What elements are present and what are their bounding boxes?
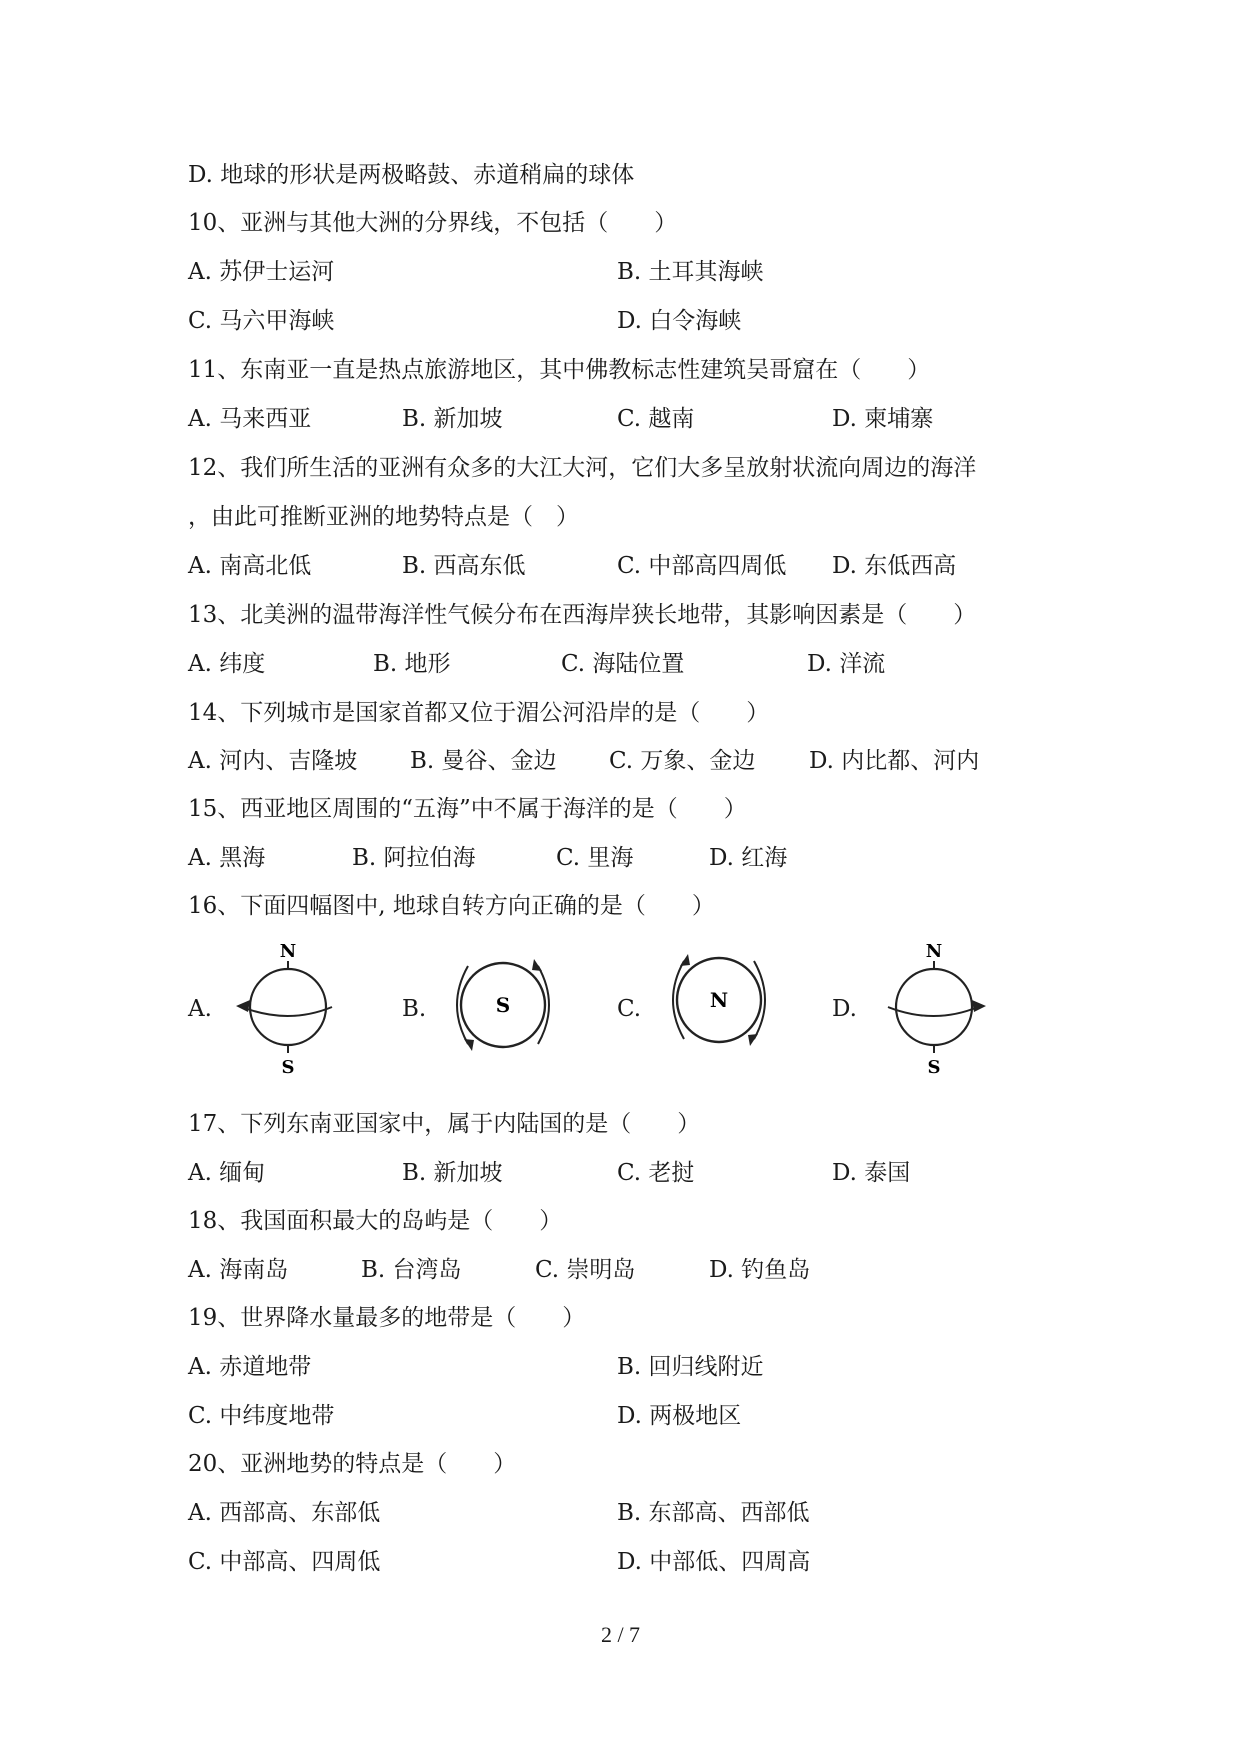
question-line: 17、下列东南亚国家中，属于内陆国的是（ ） [188, 1111, 701, 1137]
question-line: 15、西亚地区周围的“五海”中不属于海洋的是（ ） [188, 796, 747, 822]
answer-option: A. 南高北低 [188, 553, 312, 579]
figure-a-label: A. [188, 996, 212, 1022]
answer-option: C. 老挝 [617, 1160, 695, 1186]
question-line: 20、亚洲地势的特点是（ ） [188, 1451, 517, 1477]
figure-a-south: S [281, 1057, 295, 1077]
answer-option: D. 泰国 [832, 1160, 911, 1186]
answer-option: D. 白令海峡 [617, 308, 742, 334]
figure-a-north: N [279, 941, 297, 962]
answer-option: A. 马来西亚 [188, 406, 312, 432]
answer-option: A. 缅甸 [188, 1160, 266, 1186]
answer-option: B. 西高东低 [402, 553, 526, 579]
answer-option: D. 红海 [709, 845, 788, 871]
answer-option: C. 马六甲海峡 [188, 308, 335, 334]
question-line: 11、东南亚一直是热点旅游地区，其中佛教标志性建筑吴哥窟在（ ） [188, 357, 931, 383]
figure-c-center: N [709, 988, 729, 1012]
answer-option: B. 东部高、西部低 [617, 1500, 810, 1526]
answer-option: D. 东低西高 [832, 553, 957, 579]
figure-c-globe [654, 935, 784, 1065]
answer-option: B. 土耳其海峡 [617, 259, 764, 285]
question-line: 18、我国面积最大的岛屿是（ ） [188, 1208, 563, 1234]
answer-option: D. 内比都、河内 [809, 748, 980, 774]
answer-option: D. 柬埔寨 [832, 406, 934, 432]
question-line: 12、我们所生活的亚洲有众多的大江大河，它们大多呈放射状流向周边的海洋 [188, 455, 977, 481]
answer-option: B. 新加坡 [402, 406, 503, 432]
figure-b-globe [438, 940, 568, 1070]
answer-option: A. 赤道地带 [188, 1354, 312, 1380]
answer-option: C. 万象、金边 [609, 748, 756, 774]
answer-option: D. 中部低、四周高 [617, 1549, 811, 1575]
figure-d-globe [874, 937, 994, 1077]
answer-option: B. 回归线附近 [617, 1354, 764, 1380]
answer-option: A. 黑海 [188, 845, 266, 871]
answer-option: B. 阿拉伯海 [352, 845, 476, 871]
answer-option: C. 海陆位置 [561, 651, 685, 677]
answer-option: D. 两极地区 [617, 1403, 742, 1429]
question-line: 14、下列城市是国家首都又位于湄公河沿岸的是（ ） [188, 700, 770, 726]
answer-option: A. 河内、吉隆坡 [188, 748, 358, 774]
answer-option: D. 钓鱼岛 [709, 1257, 811, 1283]
question-line: 16、下面四幅图中, 地球自转方向正确的是（ ） [188, 893, 715, 919]
answer-option: A. 西部高、东部低 [188, 1500, 381, 1526]
figure-a-globe [228, 937, 348, 1077]
figure-d-north: N [925, 941, 943, 962]
answer-option: C. 越南 [617, 406, 695, 432]
answer-option: D. 洋流 [807, 651, 886, 677]
question-line: 13、北美洲的温带海洋性气候分布在西海岸狭长地带，其影响因素是（ ） [188, 602, 977, 628]
answer-option: B. 台湾岛 [361, 1257, 462, 1283]
answer-option: C. 中部高四周低 [617, 553, 787, 579]
figure-d-south: S [927, 1057, 941, 1077]
answer-option: C. 中部高、四周低 [188, 1549, 381, 1575]
answer-option: C. 里海 [556, 845, 634, 871]
question-line: 10、亚洲与其他大洲的分界线，不包括（ ） [188, 210, 678, 236]
figure-d-label: D. [832, 996, 857, 1022]
answer-option: A. 海南岛 [188, 1257, 289, 1283]
question-line: D. 地球的形状是两极略鼓、赤道稍扁的球体 [188, 162, 635, 188]
answer-option: C. 中纬度地带 [188, 1403, 335, 1429]
answer-option: C. 崇明岛 [535, 1257, 636, 1283]
figure-c-label: C. [617, 996, 642, 1022]
figure-b-label: B. [402, 996, 427, 1022]
page-number: 2 / 7 [600, 1622, 641, 1647]
question-line: ，由此可推断亚洲的地势特点是（ ） [188, 504, 579, 530]
answer-option: B. 地形 [373, 651, 451, 677]
answer-option: B. 新加坡 [402, 1160, 503, 1186]
figure-b-center: S [495, 993, 511, 1017]
answer-option: A. 纬度 [188, 651, 266, 677]
question-line: 19、世界降水量最多的地带是（ ） [188, 1305, 586, 1331]
answer-option: B. 曼谷、金边 [410, 748, 557, 774]
answer-option: A. 苏伊士运河 [188, 259, 335, 285]
